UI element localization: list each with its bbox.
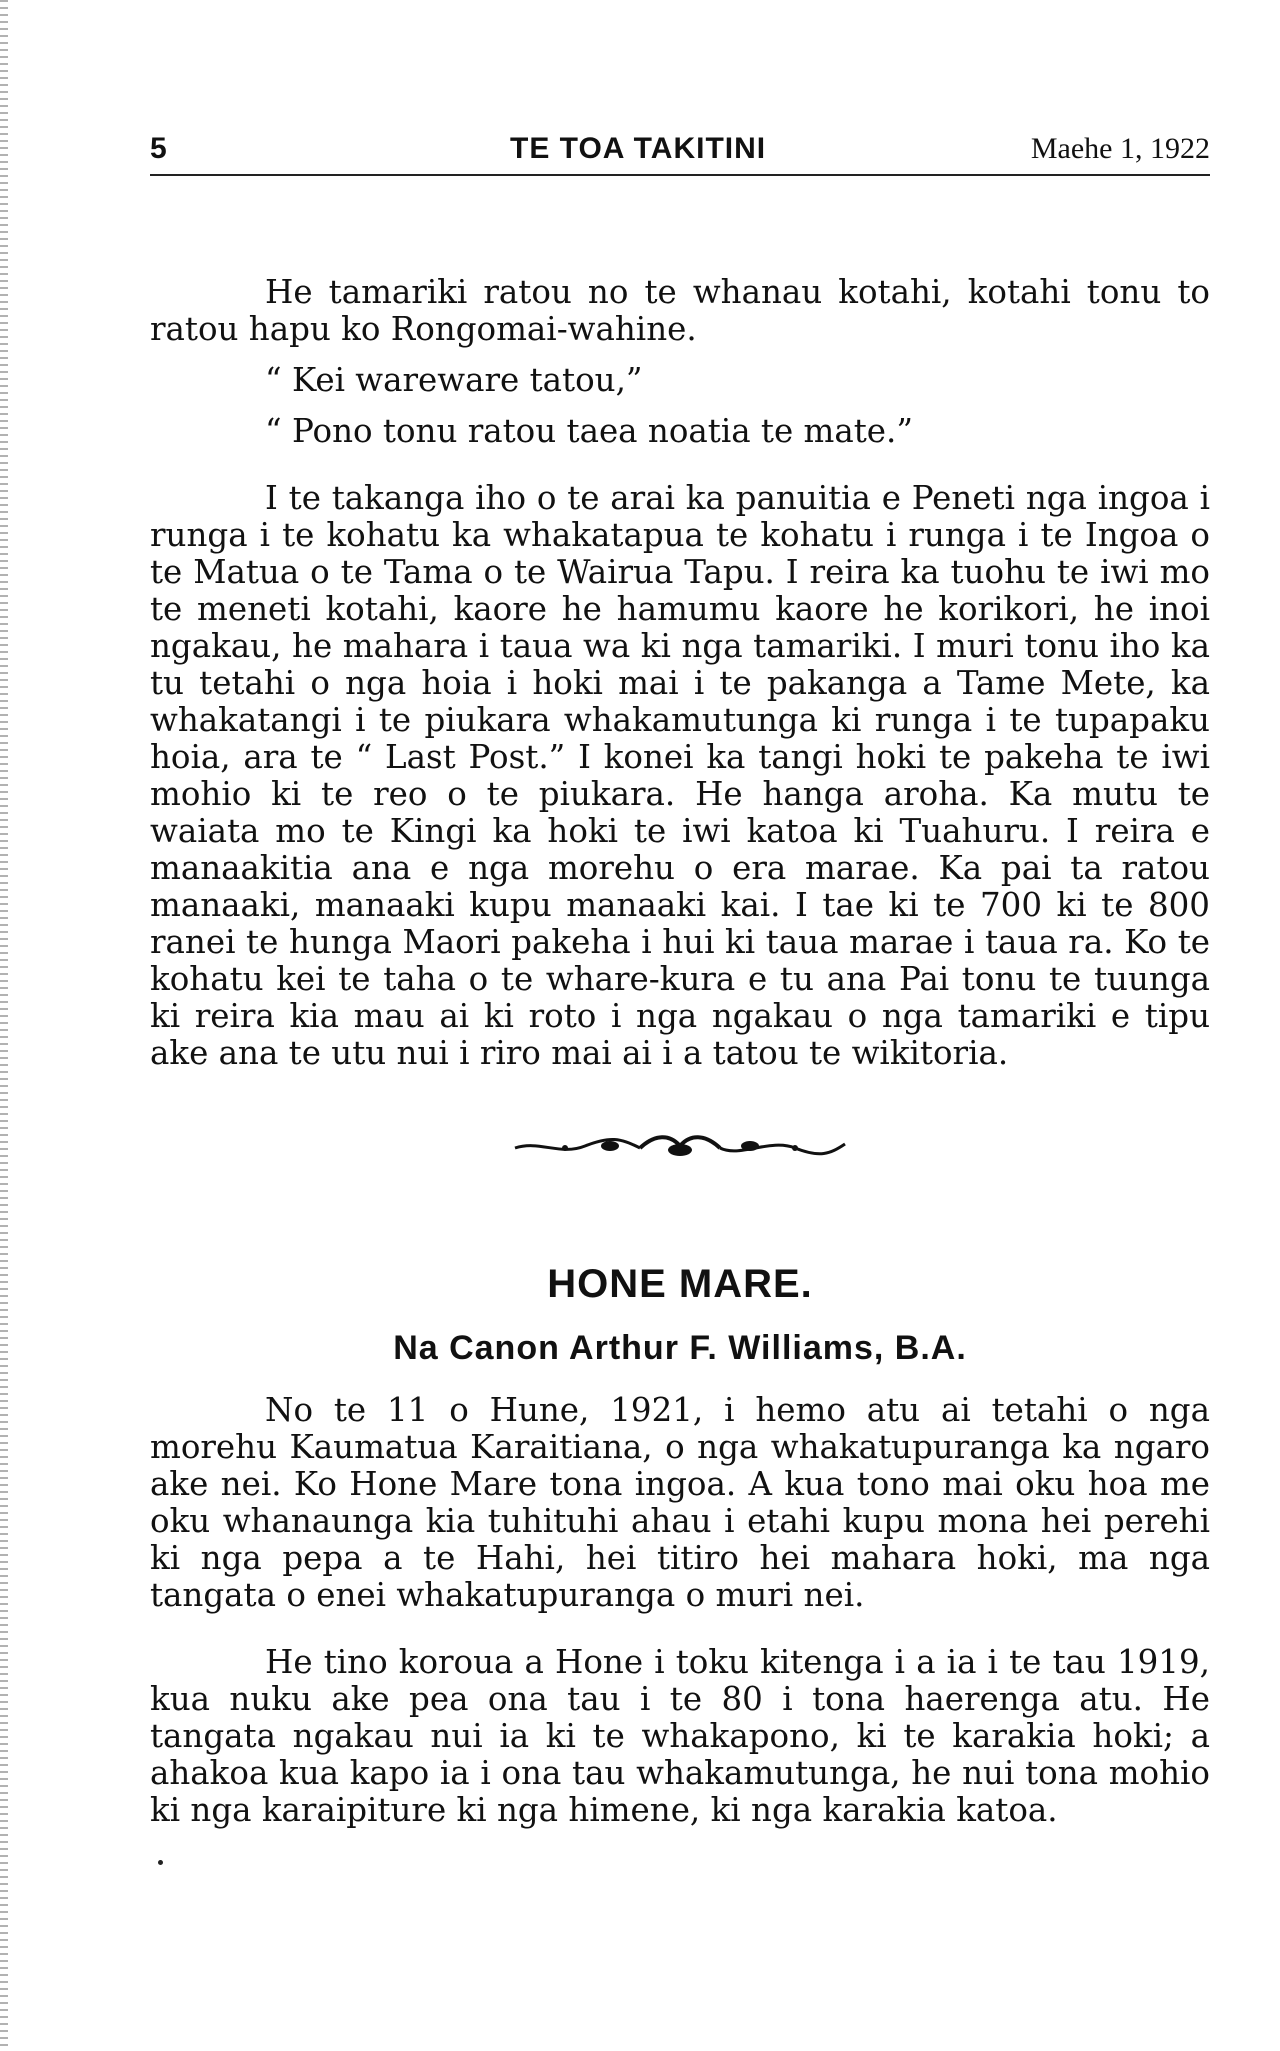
running-header <box>150 130 1210 176</box>
publication-title: TE TOA TAKITINI <box>510 132 767 165</box>
article-paragraph-2: He tino koroua a Hone i toku kitenga i a ia i te tau 1919, kua nuku ake pea ona tau i te 80 i tona haerenga atu. He tangata ngakau nui ia ki te whakapono, ki te karakia hoki; a ahakoa kua kapo ia i ona tau whakamutunga, he nui tona mohio ki nga karaipiture ki nga himene, ki nga karakia katoa. <box>150 1643 1210 1829</box>
article-paragraph-1: No te 11 o Hune, 1921, i hemo atu ai tetahi o nga morehu Kaumatua Karaitiana, o nga whakatupuranga ka ngaro ake nei. Ko Hone Mare tona ingoa. A kua tono mai oku hoa me oku whanaunga kia tuhituhi ahau i etahi kupu mona hei perehi ki nga pepa a te Hahi, hei titiro hei mahara hoki, ma nga tangata o enei whakatupuranga o muri nei. <box>150 1391 1210 1614</box>
page-edge-shadow <box>0 0 8 2051</box>
newspaper-page <box>150 130 1210 2030</box>
ceremony-paragraph: I te takanga iho o te arai ka panuitia e Peneti nga ingoa i runga i te kohatu ka whakatapua te kohatu i runga i te Ingoa o te Matua o te Tama o te Wairua Tapu. I reira ka tuohu te iwi mo te meneti kotahi, kaore he hamumu kaore he korikori, he inoi ngakau, he mahara i taua wa ki nga tamariki. I muri tonu iho ka tu tetahi o nga hoia i hoki mai i te pakanga a Tame Mete, ka whakatangi i te piukara whakamutunga ki runga i te tupapaku hoia, ara te “ Last Post.” I konei ka tangi hoki te pakeha te iwi mohio ki te reo o te piukara. He hanga aroha. Ka mutu te waiata mo te Kingi ka hoki te iwi katoa ki Tuahuru. I reira e manaakitia ana e nga morehu o era marae. Ka pai ta ratou manaaki, manaaki kupu manaaki kai. I tae ki te 700 ki te 800 ranei te hunga Maori pakeha i hui ki taua marae i taua ra. Ko te kohatu kei te taha o te whare-kura e tu ana Pai tonu te tuunga ki reira kia mau ai ki roto i nga ngakau o nga tamariki e tipu ake ana te utu nui i riro mai ai i a tatou te wikitoria. <box>150 479 1210 1072</box>
print-speck <box>158 1860 163 1865</box>
quote-line-2: “ Pono tonu ratou taea noatia te mate.” <box>265 412 913 450</box>
article-byline: Na Canon Arthur F. Williams, B.A. <box>393 1329 967 1367</box>
intro-paragraph: He tamariki ratou no te whanau kotahi, kotahi tonu to ratou hapu ko Rongomai-wahine. <box>150 273 1210 348</box>
issue-date: Maehe 1, 1922 <box>1030 132 1210 165</box>
decorative-flourish-icon <box>510 1130 850 1162</box>
page-number: 5 <box>150 132 167 165</box>
article-title: HONE MARE. <box>547 1262 813 1306</box>
quote-line-1: “ Kei wareware tatou,” <box>265 361 643 399</box>
